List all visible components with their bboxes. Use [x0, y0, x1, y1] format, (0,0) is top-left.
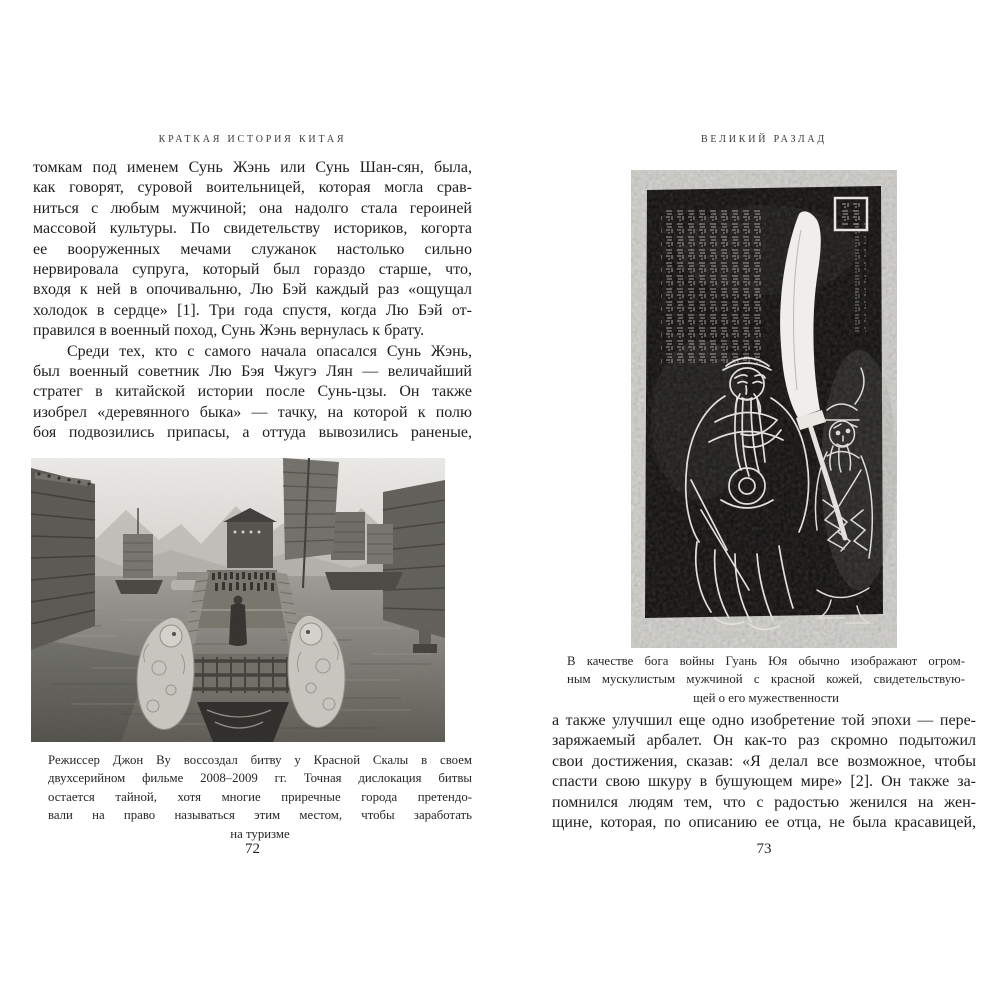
text-line: заряжаемый арбалет. Он как-то раз скромно подытожил	[552, 732, 976, 750]
body-paragraph	[33, 342, 472, 444]
page-number-right: 73	[756, 841, 772, 857]
text-line: нервировала супруга, который был гораздо старше, что,	[33, 261, 472, 279]
running-head-left: КРАТКАЯ ИСТОРИЯ КИТАЯ	[158, 134, 347, 145]
page-number-left: 72	[245, 841, 260, 857]
body-paragraph	[33, 158, 472, 342]
text-line: правился в военный поход, Сунь Жэнь вернулась к брату.	[33, 322, 425, 340]
text-line: боя подвозились припасы, а оттуда вывозились раненые,	[33, 424, 472, 442]
text-line: Режиссер Джон Ву воссоздал битву у Красной Скалы в своем	[48, 753, 472, 767]
photo-red-cliff-film-still	[31, 458, 445, 742]
text-line: двухсерийном фильме 2008–2009 гг. Точная дислокация битвы	[48, 771, 472, 786]
text-line: ее вооруженных мечами служанок настолько сильно	[33, 240, 472, 258]
text-line: спасти свою шкуру в бушующем мире» [2]. Он также за-	[552, 773, 976, 791]
body-paragraph	[552, 711, 976, 833]
body-text-right	[552, 711, 976, 833]
text-line: на туризме	[230, 826, 290, 841]
text-line: ниться с любым мужчиной; она надолго стала героиней	[33, 199, 472, 217]
text-line: щей о его мужественности	[693, 690, 839, 705]
running-head-right: ВЕЛИКИЙ РАЗЛАД	[700, 134, 828, 145]
body-text-left	[33, 158, 472, 444]
text-line: остается тайной, хотя многие приречные города претендо-	[48, 789, 472, 804]
text-line: как говорят, суровой воительницей, которая могла срав-	[33, 179, 472, 197]
text-line: изобрел «деревянного быка» — тачку, на которой к полю	[33, 403, 472, 421]
calligraphy-columns	[661, 208, 763, 363]
text-line: Среди тех, кто с самого начала опасался Сунь Жэнь,	[67, 342, 472, 360]
text-line: щине, которая, по описанию ее отца, не была красавицей,	[552, 814, 976, 832]
text-line: а также улучшил еще одно изобретение той эпохи — пере-	[552, 712, 976, 729]
illustration-guan-yu-stone-rubbing	[631, 170, 897, 648]
text-line: стратег в китайской истории после Сунь-цзы. Он также	[33, 383, 472, 401]
text-line: помнился людям тем, что с радостью женился на жен-	[552, 793, 976, 811]
text-line: ным мускулистым мужчиной с красной кожей, свидетельствую-	[567, 672, 965, 687]
illustration-caption	[567, 652, 965, 707]
text-line: свои достижения, сказав: «Я делал все возможное, чтобы	[552, 752, 976, 770]
text-line: В качестве бога войны Гуань Юя обычно изображают огром-	[567, 654, 965, 668]
text-line: был военный советник Лю Бэя Чжугэ Лян — величайший	[33, 363, 472, 381]
calligraphy-side-column	[855, 218, 866, 333]
text-line: томкам под именем Сунь Жэнь или Сунь Шан-сян, была,	[33, 159, 472, 176]
photo-caption	[48, 751, 472, 843]
text-line: массовой культуры. По свидетельству историков, когорта	[33, 220, 472, 238]
text-line: холодок в сердце» [1]. Три года спустя, когда Лю Бэй от-	[33, 301, 472, 319]
text-line: входя к ней в опочивальню, Лю Бэй каждый раз «ощущал	[33, 281, 472, 299]
text-line: вали на право называться этим местом, чтобы заработать	[48, 808, 472, 823]
